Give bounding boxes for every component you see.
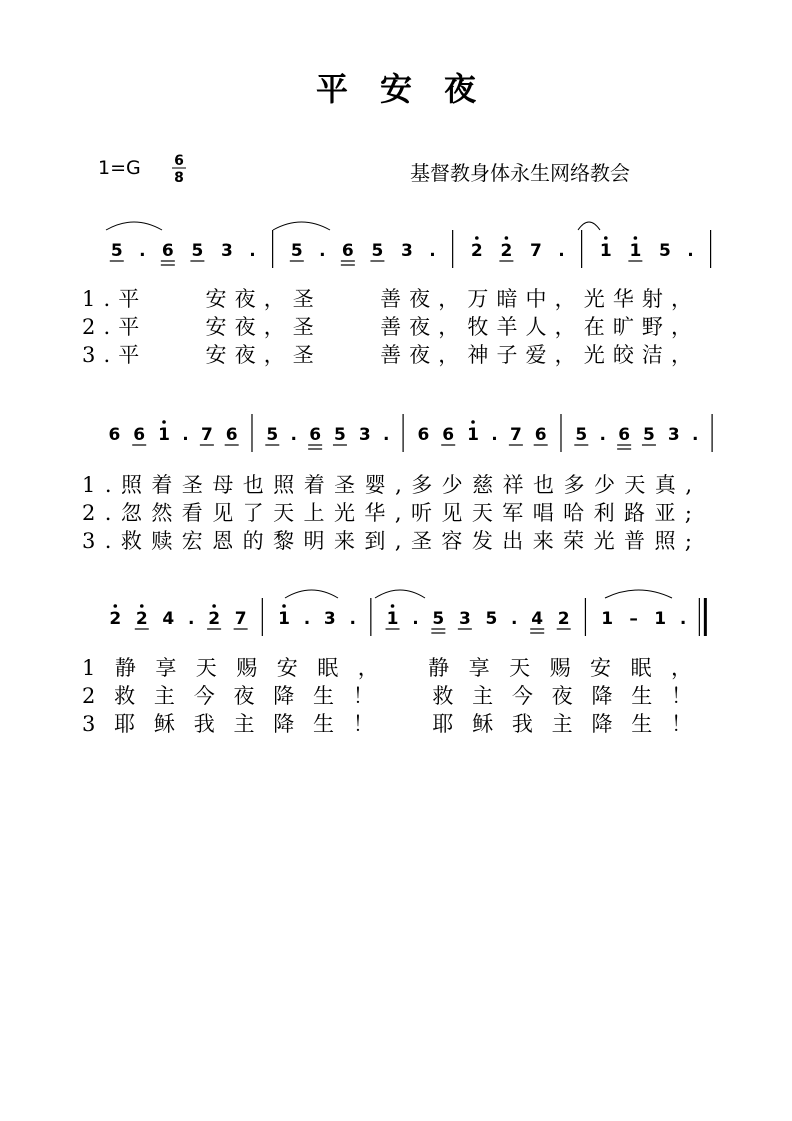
note: 5 <box>290 241 303 261</box>
slur <box>605 590 672 598</box>
lyric-line: 1.平 安夜，圣 善夜，万暗中，光华射， <box>82 287 692 311</box>
augmentation-dot: . <box>319 241 326 261</box>
octave-dot <box>391 604 395 608</box>
lyric-line: 2.忽然看见了天上光华,听见天军唱哈利路亚; <box>82 501 692 525</box>
augmentation-dot: . <box>303 609 311 629</box>
lyric-line: 3.救赎宏恩的黎明来到,圣容发出来荣光普照; <box>82 529 692 553</box>
note: 3 <box>458 609 471 629</box>
note: 6 <box>417 425 430 445</box>
key-signature: 1=G <box>98 157 141 179</box>
note: 1 <box>278 609 290 629</box>
octave-dot <box>634 236 638 240</box>
note: 5 <box>575 425 588 445</box>
note: 5 <box>643 425 655 445</box>
note: 7 <box>200 425 213 445</box>
note: 6 <box>225 425 238 445</box>
augmentation-dot: . <box>412 609 419 629</box>
slur <box>273 222 330 230</box>
note: 5 <box>334 425 346 445</box>
note: 6 <box>618 425 631 445</box>
slur <box>375 590 425 598</box>
lyric-line: 2救主今夜降生！ 救主今夜降生！ <box>82 684 692 708</box>
note: 1 <box>467 425 479 445</box>
augmentation-dot: . <box>187 609 195 629</box>
note: 3 <box>221 241 233 261</box>
note: 2 <box>557 609 570 629</box>
note: 7 <box>530 241 542 261</box>
slur <box>285 590 338 598</box>
lyric-line: 1.照着圣母也照着圣婴,多少慈祥也多少天真, <box>82 473 692 497</box>
octave-dot <box>471 420 475 424</box>
note: 3 <box>358 425 371 445</box>
note: 6 <box>133 425 146 445</box>
octave-dot <box>212 604 216 608</box>
augmentation-dot: . <box>687 241 694 261</box>
note: 5 <box>658 241 671 261</box>
note: 5 <box>266 425 279 445</box>
note: 1 <box>599 241 612 261</box>
slur <box>106 222 162 230</box>
time-signature-top: 6 <box>174 153 184 169</box>
augmentation-dot: . <box>182 425 189 445</box>
augmentation-dot: . <box>599 425 606 445</box>
note: 3 <box>401 241 413 261</box>
octave-dot <box>475 236 479 240</box>
note: 1 <box>601 609 614 629</box>
note: 3 <box>323 609 336 629</box>
augmentation-dot: . <box>679 609 687 629</box>
note: 5 <box>485 609 498 629</box>
system-3 <box>82 590 705 736</box>
octave-dot <box>162 420 166 424</box>
augmentation-dot: . <box>290 425 297 445</box>
note: 5 <box>191 241 204 261</box>
note: 2 <box>109 609 122 629</box>
lyric-line: 2.平 安夜，圣 善夜，牧羊人，在旷野， <box>82 315 692 339</box>
lyric-line: 1静享天赐安眠， 静享天赐安眠， <box>82 656 692 680</box>
note: 2 <box>500 241 513 261</box>
source-credit: 基督教身体永生网络教会 <box>410 161 630 185</box>
note: 6 <box>309 425 322 445</box>
augmentation-dot: . <box>382 425 390 445</box>
note: 6 <box>161 241 174 261</box>
note: 1 <box>386 609 399 629</box>
note: 2 <box>135 609 148 629</box>
note: 2 <box>208 609 221 629</box>
note: – <box>629 609 638 629</box>
augmentation-dot: . <box>139 241 146 261</box>
augmentation-dot: . <box>511 609 518 629</box>
augmentation-dot: . <box>491 425 498 445</box>
note: 6 <box>534 425 547 445</box>
note: 5 <box>432 609 445 629</box>
octave-dot <box>113 604 117 608</box>
note: 6 <box>341 241 354 261</box>
note: 5 <box>371 241 384 261</box>
note: 1 <box>158 425 170 445</box>
note: 6 <box>108 425 121 445</box>
score-systems <box>82 222 712 736</box>
lyric-line: 3.平 安夜，圣 善夜，神子爱，光皎洁， <box>82 343 692 367</box>
lyric-line: 3耶稣我主降生！ 耶稣我主降生！ <box>82 712 692 736</box>
system-2 <box>82 414 712 553</box>
augmentation-dot: . <box>691 425 699 445</box>
augmentation-dot: . <box>429 241 436 261</box>
octave-dot <box>604 236 608 240</box>
note: 7 <box>509 425 522 445</box>
note: 5 <box>110 241 123 261</box>
time-signature-bottom: 8 <box>174 170 184 186</box>
octave-dot <box>282 604 286 608</box>
note: 2 <box>470 241 483 261</box>
octave-dot <box>140 604 144 608</box>
song-title: 平 安 夜 <box>315 70 477 108</box>
slur <box>578 222 600 230</box>
note: 1 <box>629 241 642 261</box>
note: 4 <box>531 609 544 629</box>
octave-dot <box>505 236 509 240</box>
note: 6 <box>442 425 455 445</box>
augmentation-dot: . <box>349 609 356 629</box>
note: 3 <box>667 425 680 445</box>
note: 7 <box>234 609 247 629</box>
note: 4 <box>162 609 175 629</box>
note: 1 <box>654 609 667 629</box>
augmentation-dot: . <box>249 241 256 261</box>
augmentation-dot: . <box>558 241 565 261</box>
system-1 <box>82 222 711 368</box>
